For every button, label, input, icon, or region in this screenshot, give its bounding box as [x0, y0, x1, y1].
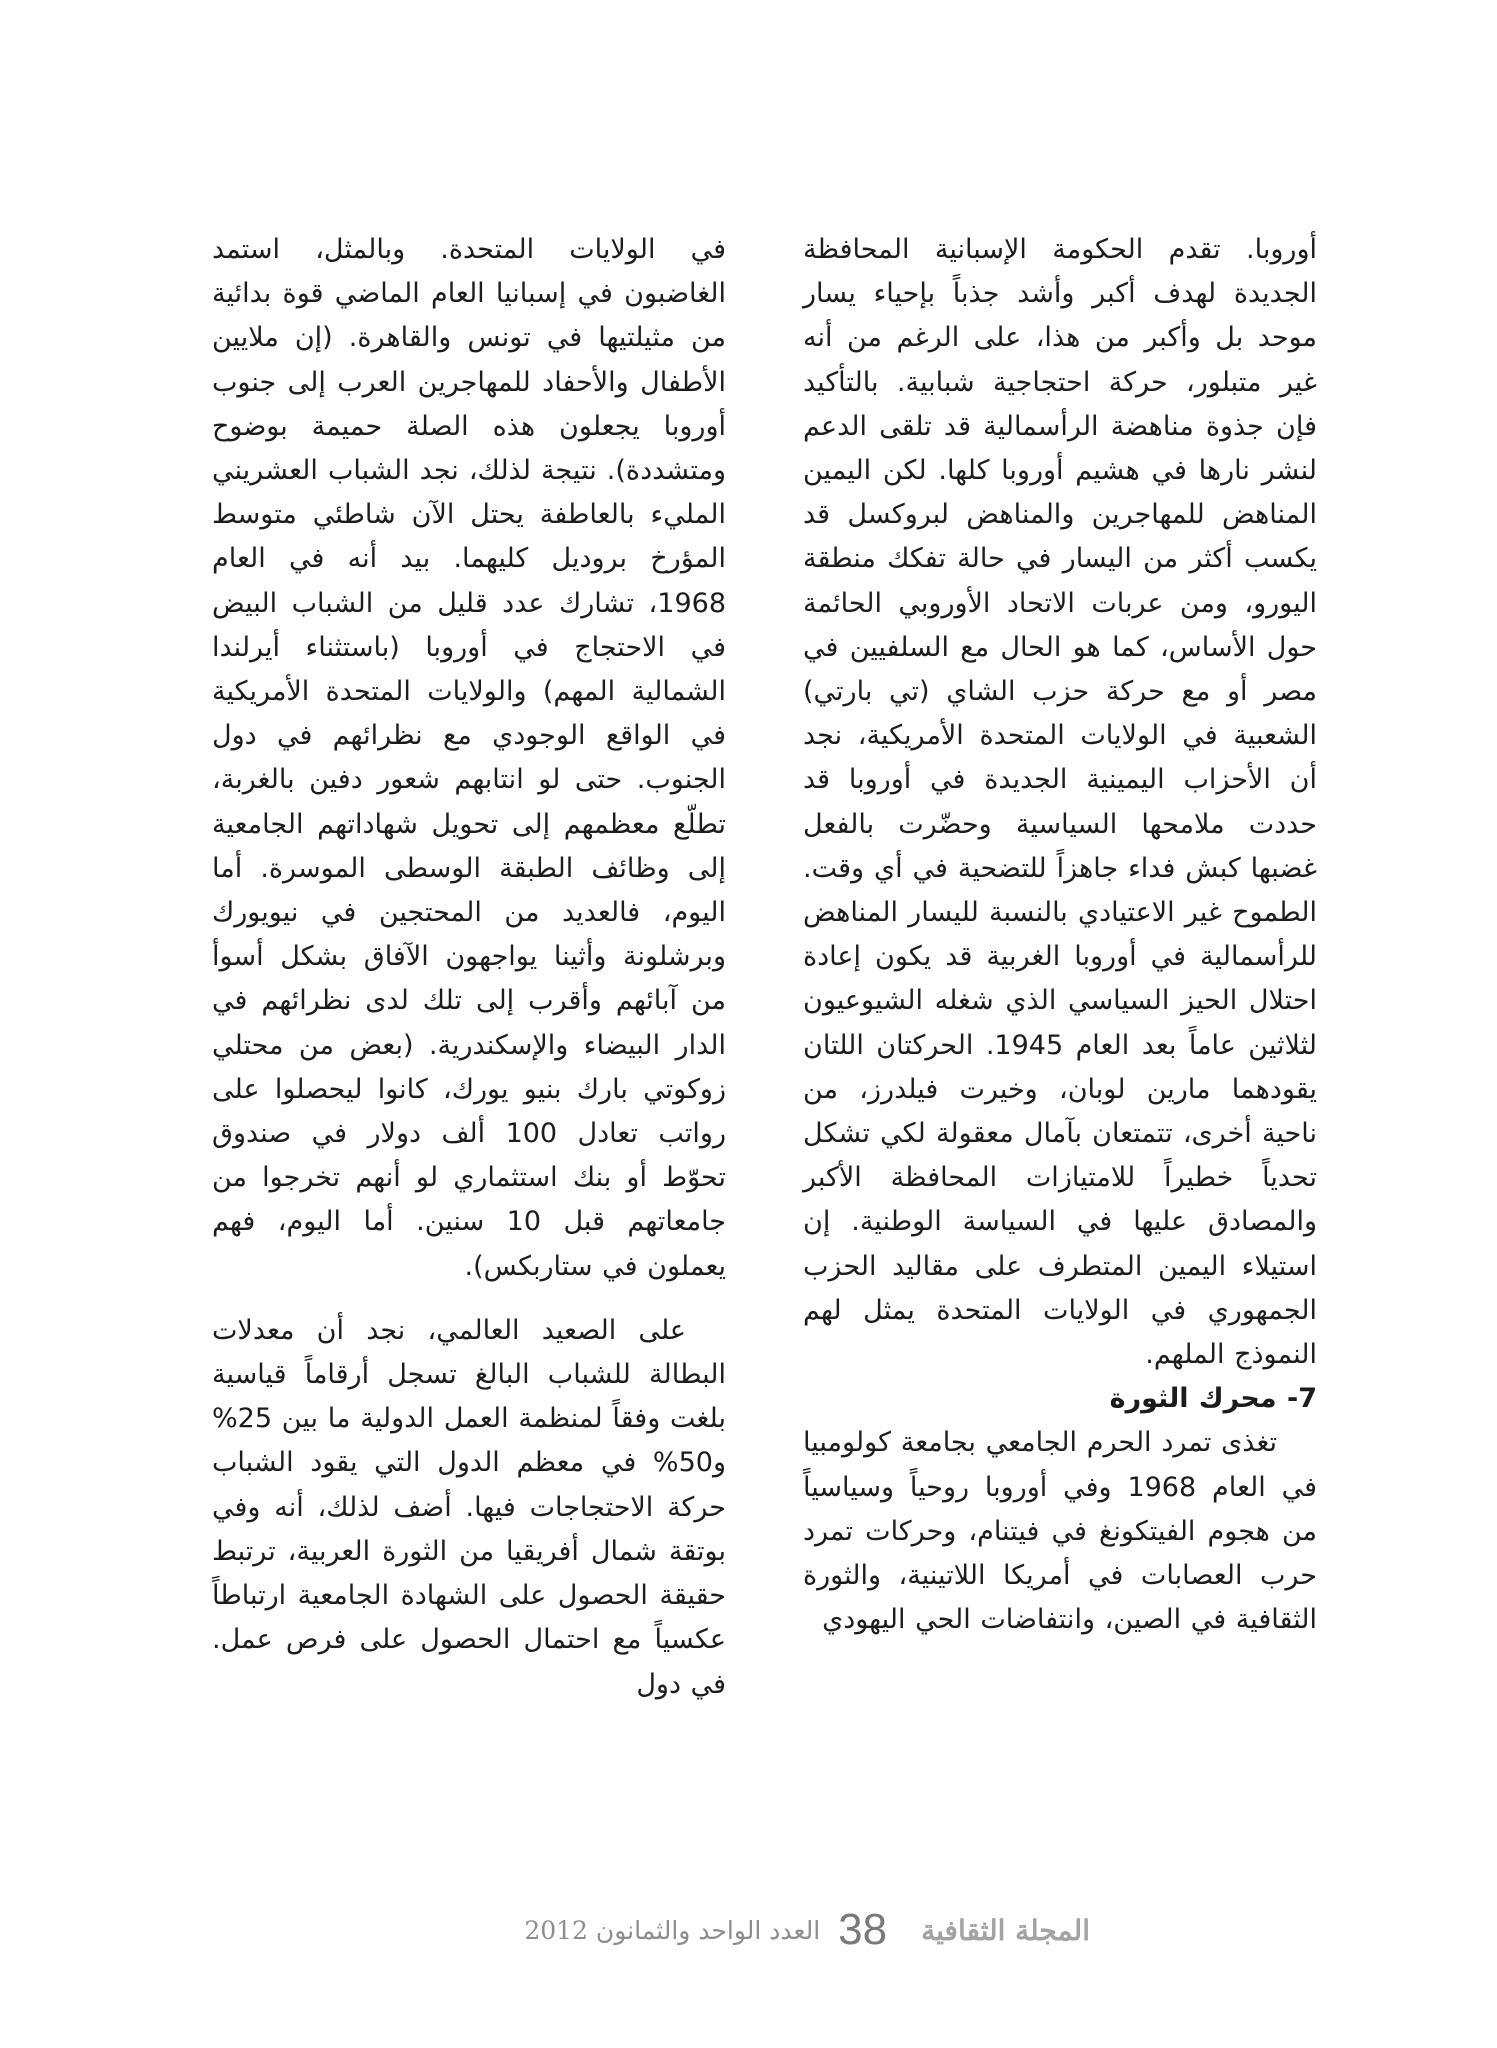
page-number: 38 [838, 1905, 888, 1954]
left-column-paragraph-1: في الولايات المتحدة. وبالمثل، استمد الغاضبون في إسبانيا العام الماضي قوة بدائية من مثيلتيها في تونس والقاهرة. (إن ملايين الأطفال والأحفاد للمهاجرين العرب إلى جنوب أوروبا يجعلون هذه الصلة حميمة بوضوح ومتشددة). نتيجة لذلك، نجد الشباب العشريني المليء بالعاطفة يحتل الآن شاطئي متوسط المؤرخ برودیل كليهما. بيد أنه في العام 1968، تشارك عدد قليل من الشباب البيض في الاحتجاج في أوروبا (باستثناء أيرلندا الشمالية المهم) والولايات المتحدة الأمريكية في الواقع الوجودي مع نظرائهم في دول الجنوب. حتى لو انتابهم شعور دفين بالغربة، تطلّع معظمهم إلى تحويل شهاداتهم الجامعية إلى وظائف الطبقة الوسطى الموسرة. أما اليوم، فالعديد من المحتجين في نيويورك وبرشلونة وأثينا يواجهون الآفاق بشكل أسوأ من آبائهم وأقرب إلى تلك لدى نظرائهم في الدار البيضاء والإسكندرية. (بعض من محتلي زوكوتي بارك بنيو يورك، كانوا ليحصلوا على رواتب تعادل 100 ألف دولار في صندوق تحوّط أو بنك استثماري لو أنهم تخرجوا من جامعاتهم قبل 10 سنين. أما اليوم، فهم يعملون في ستاربكس). [212, 234, 726, 1282]
left-column [212, 228, 726, 1707]
magazine-name: المجلة الثقافية [921, 1913, 1090, 1947]
issue-label: العدد الواحد والثمانون 2012 [524, 1915, 821, 1945]
section-heading: 7- محرك الثورة [1109, 1383, 1317, 1415]
page-footer [430, 1905, 1090, 1955]
right-column-paragraph-2: تغذى تمرد الحرم الجامعي بجامعة كولومبيا في العام 1968 وفي أوروبا روحياً وسياسياً من هجوم الفيتكونغ في فيتنام، وحركات تمرد حرب العصابات في أمريكا اللاتينية، والثورة الثقافية في الصين، وانتفاضات الحي اليهودي [803, 1427, 1317, 1636]
left-column-paragraph-2: على الصعيد العالمي، نجد أن معدلات البطالة للشباب البالغ تسجل أرقاماً قياسية بلغت وفقاً لمنظمة العمل الدولية ما بين 25% و50% في معظم الدول التي يقود الشباب حركة الاحتجاجات فيها. أضف لذلك، أنه وفي بوتقة شمال أفريقيا من الثورة العربية، ترتبط حقيقة الحصول على الشهادة الجامعية ارتباطاً عكسياً مع احتمال الحصول على فرص عمل. في دول [212, 1314, 726, 1700]
right-column-paragraph-1: أوروبا. تقدم الحكومة الإسبانية المحافظة الجديدة لهدف أكبر وأشد جذباً بإحياء يسار موحد بل وأكبر من هذا، على الرغم من أنه غير متبلور، حركة احتجاجية شبابية. بالتأكيد فإن جذوة مناهضة الرأسمالية قد تلقى الدعم لنشر نارها في هشيم أوروبا كلها. لكن اليمين المناهض للمهاجرين والمناهض لبروكسل قد يكسب أكثر من اليسار في حالة تفكك منطقة اليورو، ومن عربات الاتحاد الأوروبي الحائمة حول الأساس، كما هو الحال مع السلفيين في مصر أو مع حركة حزب الشاي (تي بارتي) الشعبية في الولايات المتحدة الأمريكية، نجد أن الأحزاب اليمينية الجديدة في أوروبا قد حددت ملامحها السياسية وحضّرت بالفعل غضبها كبش فداء جاهزاً للتضحية في أي وقت. الطموح غير الاعتيادي بالنسبة لليسار المناهض للرأسمالية في أوروبا الغربية قد يكون إعادة احتلال الحيز السياسي الذي شغله الشيوعيون لثلاثين عاماً بعد العام 1945. الحركتان اللتان يقودهما مارين لوبان، وخيرت فيلدرز، من ناحية أخرى، تتمتعان بآمال معقولة لكي تشكل تحدياً خطيراً للامتيازات المحافظة الأكبر والمصادق عليها في السياسة الوطنية. إن استيلاء اليمين المتطرف على مقاليد الحزب الجمهوري في الولايات المتحدة يمثل لهم النموذج الملهم. [803, 234, 1317, 1371]
right-column [803, 228, 1317, 1643]
